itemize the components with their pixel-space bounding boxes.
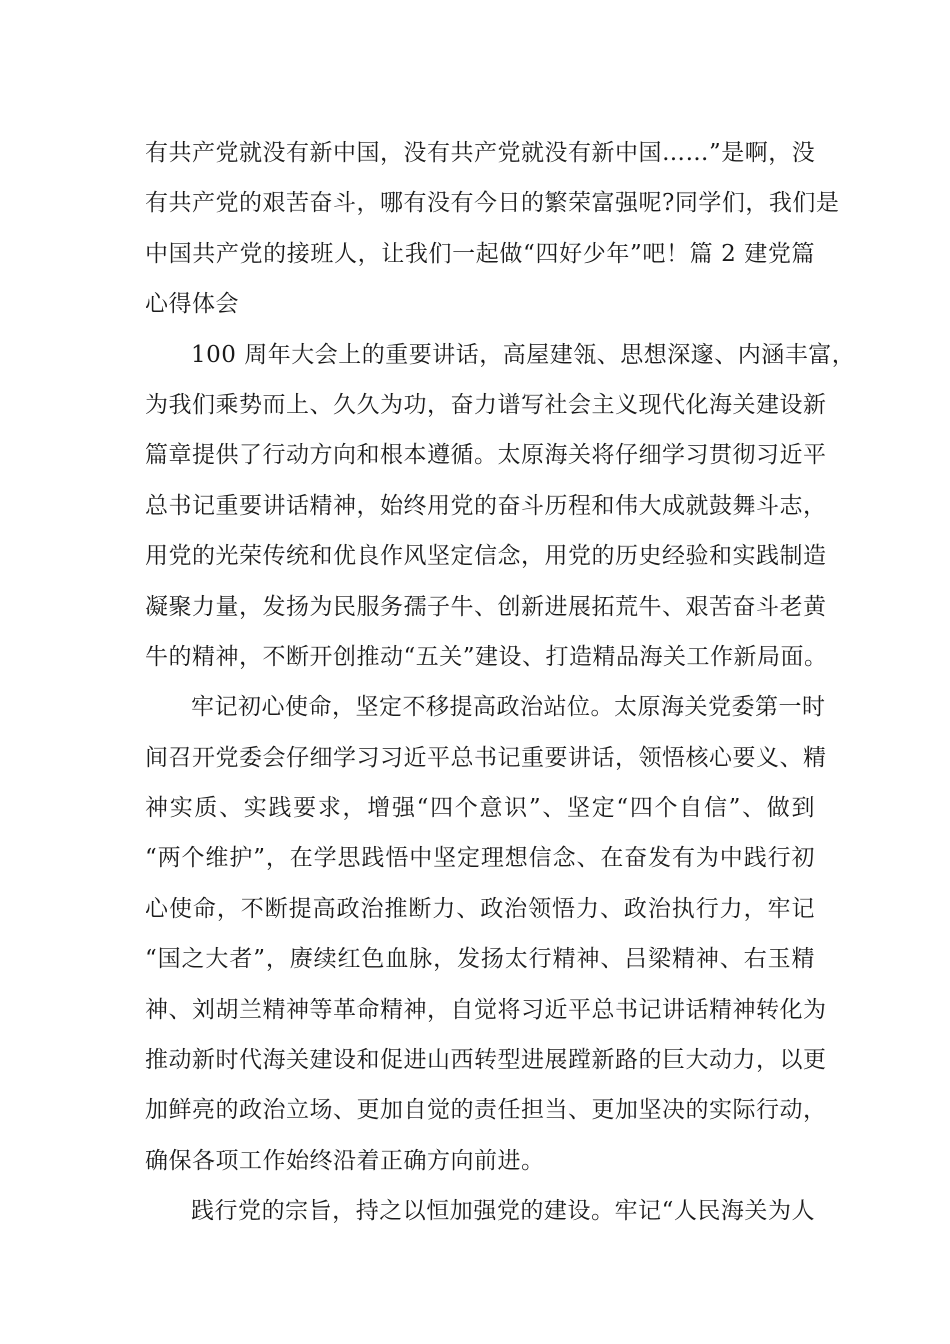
text-line: 神、刘胡兰精神等革命精神，自觉将习近平总书记讲话精神转化为 (145, 996, 827, 1023)
text-line: 有共产党就没有新中国，没有共产党就没有新中国……”是啊，没 (145, 140, 816, 166)
document-body (145, 128, 856, 1237)
text-line: 总书记重要讲话精神，始终用党的奋斗历程和伟大成就鼓舞斗志， (145, 492, 827, 519)
text-line: “国之大者”，赓续红色血脉，发扬太行精神、吕梁精神、右玉精 (145, 946, 815, 973)
text-line: 篇章提供了行动方向和根本遵循。太原海关将仔细学习贯彻习近平 (145, 442, 827, 469)
text-line: 践行党的宗旨，持之以恒加强党的建设。牢记“人民海关为人 (191, 1198, 815, 1225)
text-line: 为我们乘势而上、久久为功，奋力谱写社会主义现代化海关建设新 (145, 391, 827, 418)
text-line: “两个维护”，在学思践悟中坚定理想信念、在奋发有为中践行初 (145, 845, 815, 872)
text-line: 100 周年大会上的重要讲话，高屋建瓴、思想深邃、内涵丰富， (191, 341, 856, 368)
text-line: 中国共产党的接班人，让我们一起做“四好少年”吧！篇 2 建党篇 (145, 240, 815, 267)
text-line: 确保各项工作始终沿着正确方向前进。 (145, 1147, 545, 1174)
text-line: 牢记初心使命，坚定不移提高政治站位。太原海关党委第一时 (191, 694, 826, 721)
text-line: 用党的光荣传统和优良作风坚定信念，用党的历史经验和实践制造 (145, 543, 827, 570)
text-line: 心使命，不断提高政治推断力、政治领悟力、政治执行力，牢记 (145, 895, 815, 922)
text-line: 推动新时代海关建设和促进山西转型进展蹚新路的巨大动力，以更 (145, 1047, 827, 1074)
text-line: 神实质、实践要求，增强“四个意识”、坚定“四个自信”、做到 (145, 795, 815, 822)
text-line: 心得体会 (145, 291, 239, 318)
text-line: 加鲜亮的政治立场、更加自觉的责任担当、更加坚决的实际行动， (145, 1097, 827, 1124)
text-line: 间召开党委会仔细学习习近平总书记重要讲话，领悟核心要义、精 (145, 744, 827, 771)
text-line: 凝聚力量，发扬为民服务孺子牛、创新进展拓荒牛、艰苦奋斗老黄 (145, 593, 827, 620)
text-line: 牛的精神，不断开创推动“五关”建设、打造精品海关工作新局面。 (145, 643, 828, 670)
text-line: 有共产党的艰苦奋斗，哪有没有今日的繁荣富强呢?同学们，我们是 (145, 190, 840, 217)
